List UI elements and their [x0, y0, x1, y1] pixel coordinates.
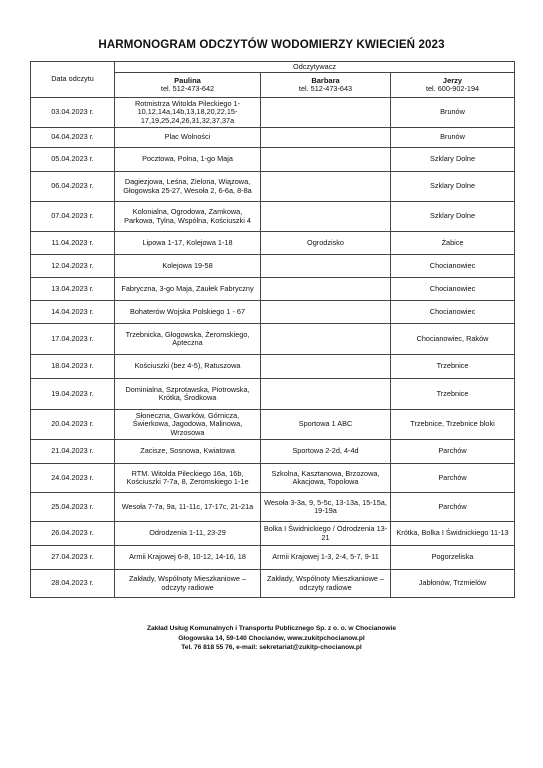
date-cell: 26.04.2023 r.: [31, 522, 115, 546]
date-cell: 07.04.2023 r.: [31, 202, 115, 232]
streets-cell-barbara: [261, 278, 391, 301]
streets-cell-barbara: Wesoła 3-3a, 9, 5-5c, 13-13a, 15-15a, 19-19a: [261, 493, 391, 522]
streets-cell-paulina: Kolonialna, Ogrodowa, Zamkowa, Parkowa, Tylna, Wspólna, Kościuszki 4: [115, 202, 261, 232]
streets-cell-jerzy: Pogorzeliska: [391, 546, 515, 570]
date-cell: 05.04.2023 r.: [31, 148, 115, 172]
streets-cell-paulina: RTM. Witolda Pileckiego 16a, 16b, Kościuszki 7-7a, 8, Żeromskiego 1-1e: [115, 464, 261, 493]
streets-cell-paulina: Kolejowa 19-58: [115, 255, 261, 278]
streets-cell-paulina: Rotmistrza Witolda Pileckiego 1-10,12,14a,14b,13,18,20,22,15-17,19,25,24,26,31,32,37,37a: [115, 98, 261, 128]
streets-cell-barbara: Sportowa 2-2d, 4-4d: [261, 440, 391, 464]
streets-cell-barbara: Armii Krajowej 1-3, 2-4, 5-7, 9-11: [261, 546, 391, 570]
footer-contact: Tel. 76 818 55 76, e-mail: sekretariat@zukitp-chocianow.pl: [181, 644, 362, 652]
table-row: [31, 324, 515, 355]
reader-phone: tel. 600-902-194: [425, 84, 480, 93]
streets-cell-barbara: Ogrodzisko: [261, 232, 391, 255]
streets-cell-paulina: Kościuszki (bez 4-5), Ratuszowa: [115, 355, 261, 379]
reader-name: Barbara: [311, 75, 340, 85]
streets-cell-barbara: [261, 202, 391, 232]
table-row: [31, 278, 515, 301]
readers-group-header: Odczytywacz: [115, 62, 515, 73]
reader-name: Jerzy: [442, 75, 463, 85]
streets-cell-jerzy: Parchów: [391, 493, 515, 522]
date-cell: 11.04.2023 r.: [31, 232, 115, 255]
reader-phone: tel. 512-473-642: [160, 84, 215, 93]
date-cell: 03.04.2023 r.: [31, 98, 115, 128]
streets-cell-paulina: Odrodzenia 1-11, 23-29: [115, 522, 261, 546]
table-row: [31, 255, 515, 278]
streets-cell-barbara: Szkolna, Kasztanowa, Brzozowa, Akacjowa, Topolowa: [261, 464, 391, 493]
table-row: [31, 522, 515, 546]
streets-cell-jerzy: Trzebnice: [391, 355, 515, 379]
date-column-header: Data odczytu: [31, 62, 115, 98]
streets-cell-jerzy: Chocianowiec: [391, 255, 515, 278]
streets-cell-paulina: Dagiezjowa, Leśna, Zielona, Wiązowa, Głogowska 25-27, Wesoła 2, 6-6a, 8-8a: [115, 172, 261, 202]
streets-cell-paulina: Bohaterów Wojska Polskiego 1 - 67: [115, 301, 261, 324]
date-cell: 14.04.2023 r.: [31, 301, 115, 324]
date-cell: 04.04.2023 r.: [31, 128, 115, 148]
reader-header-jerzy: [391, 73, 515, 98]
date-cell: 19.04.2023 r.: [31, 379, 115, 410]
table-row: [31, 546, 515, 570]
streets-cell-barbara: Zakłady, Wspólnoty Mieszkaniowe – odczyty radiowe: [261, 570, 391, 598]
date-cell: 27.04.2023 r.: [31, 546, 115, 570]
document-title: HARMONOGRAM ODCZYTÓW WODOMIERZY KWIECIEŃ 2023: [98, 38, 445, 51]
streets-cell-jerzy: Chocianowiec, Raków: [391, 324, 515, 355]
schedule-table: [30, 61, 515, 598]
streets-cell-paulina: Lipowa 1-17, Kolejowa 1-18: [115, 232, 261, 255]
streets-cell-barbara: Sportowa 1 ABC: [261, 410, 391, 440]
streets-cell-paulina: Dominialna, Szprotawska, Piotrowska, Krótka, Środkowa: [115, 379, 261, 410]
footer-company: Zakład Usług Komunalnych i Transportu Publicznego Sp. z o. o. w Chocianowie: [146, 625, 397, 632]
date-cell: 21.04.2023 r.: [31, 440, 115, 464]
streets-cell-paulina: Zakłady, Wspólnoty Mieszkaniowe – odczyty radiowe: [115, 570, 261, 598]
table-row: [31, 493, 515, 522]
table-row: [31, 202, 515, 232]
table-row: [31, 379, 515, 410]
streets-cell-jerzy: Jabłonów, Trzmielów: [391, 570, 515, 598]
streets-cell-barbara: [261, 355, 391, 379]
streets-cell-jerzy: Krótka, Bolka I Świdnickiego 11-13: [391, 522, 515, 546]
streets-cell-jerzy: Chocianowiec: [391, 278, 515, 301]
table-row: [31, 148, 515, 172]
streets-cell-jerzy: Brunów: [391, 128, 515, 148]
footer-address: Głogowska 14, 59-140 Chocianów, www.zukitpchocianow.pl: [178, 634, 365, 642]
date-cell: 20.04.2023 r.: [31, 410, 115, 440]
streets-cell-paulina: Zacisze, Sosnowa, Kwiatowa: [115, 440, 261, 464]
streets-cell-barbara: [261, 301, 391, 324]
streets-cell-jerzy: Parchów: [391, 440, 515, 464]
streets-cell-paulina: Armii Krajowej 6-8, 10-12, 14-16, 18: [115, 546, 261, 570]
table-row: [31, 440, 515, 464]
table-row: [31, 464, 515, 493]
table-row: [31, 232, 515, 255]
streets-cell-paulina: Wesoła 7-7a, 9a, 11-11c, 17-17c, 21-21a: [115, 493, 261, 522]
streets-cell-paulina: Słoneczna, Gwarków, Górnicza, Świerkowa, Jagodowa, Malinowa, Wrzosowa: [115, 410, 261, 440]
streets-cell-jerzy: Szklary Dolne: [391, 148, 515, 172]
table-row: [31, 301, 515, 324]
streets-cell-barbara: [261, 148, 391, 172]
date-cell: 18.04.2023 r.: [31, 355, 115, 379]
date-cell: 17.04.2023 r.: [31, 324, 115, 355]
date-cell: 25.04.2023 r.: [31, 493, 115, 522]
streets-cell-jerzy: Trzebnice, Trzebnice bloki: [391, 410, 515, 440]
date-cell: 12.04.2023 r.: [31, 255, 115, 278]
streets-cell-jerzy: Brunów: [391, 98, 515, 128]
table-row: [31, 570, 515, 598]
date-cell: 28.04.2023 r.: [31, 570, 115, 598]
streets-cell-barbara: Bolka I Świdnickiego / Odrodzenia 13-21: [261, 522, 391, 546]
streets-cell-barbara: [261, 255, 391, 278]
streets-cell-barbara: [261, 324, 391, 355]
schedule-rows: [31, 98, 515, 598]
streets-cell-jerzy: Parchów: [391, 464, 515, 493]
streets-cell-jerzy: Szklary Dolne: [391, 202, 515, 232]
streets-cell-barbara: [261, 172, 391, 202]
streets-cell-jerzy: Chocianowiec: [391, 301, 515, 324]
table-row: [31, 98, 515, 128]
streets-cell-barbara: [261, 98, 391, 128]
table-row: [31, 410, 515, 440]
reader-header-barbara: [261, 73, 391, 98]
streets-cell-jerzy: Żabice: [391, 232, 515, 255]
date-cell: 24.04.2023 r.: [31, 464, 115, 493]
reader-header-paulina: [115, 73, 261, 98]
streets-cell-paulina: Pocztowa, Polna, 1-go Maja: [115, 148, 261, 172]
table-row: [31, 172, 515, 202]
table-row: [31, 128, 515, 148]
streets-cell-paulina: Plac Wolności: [115, 128, 261, 148]
streets-cell-jerzy: Trzebnice: [391, 379, 515, 410]
date-cell: 13.04.2023 r.: [31, 278, 115, 301]
streets-cell-barbara: [261, 128, 391, 148]
streets-cell-barbara: [261, 379, 391, 410]
reader-name: Paulina: [174, 75, 201, 85]
streets-cell-paulina: Trzebnicka, Głogowska, Żeromskiego, Apteczna: [115, 324, 261, 355]
footer: [0, 624, 543, 653]
streets-cell-paulina: Fabryczna, 3-go Maja, Zaułek Fabryczny: [115, 278, 261, 301]
reader-phone: tel. 512-473-643: [298, 84, 353, 93]
table-row: [31, 355, 515, 379]
streets-cell-jerzy: Szklary Dolne: [391, 172, 515, 202]
date-cell: 06.04.2023 r.: [31, 172, 115, 202]
